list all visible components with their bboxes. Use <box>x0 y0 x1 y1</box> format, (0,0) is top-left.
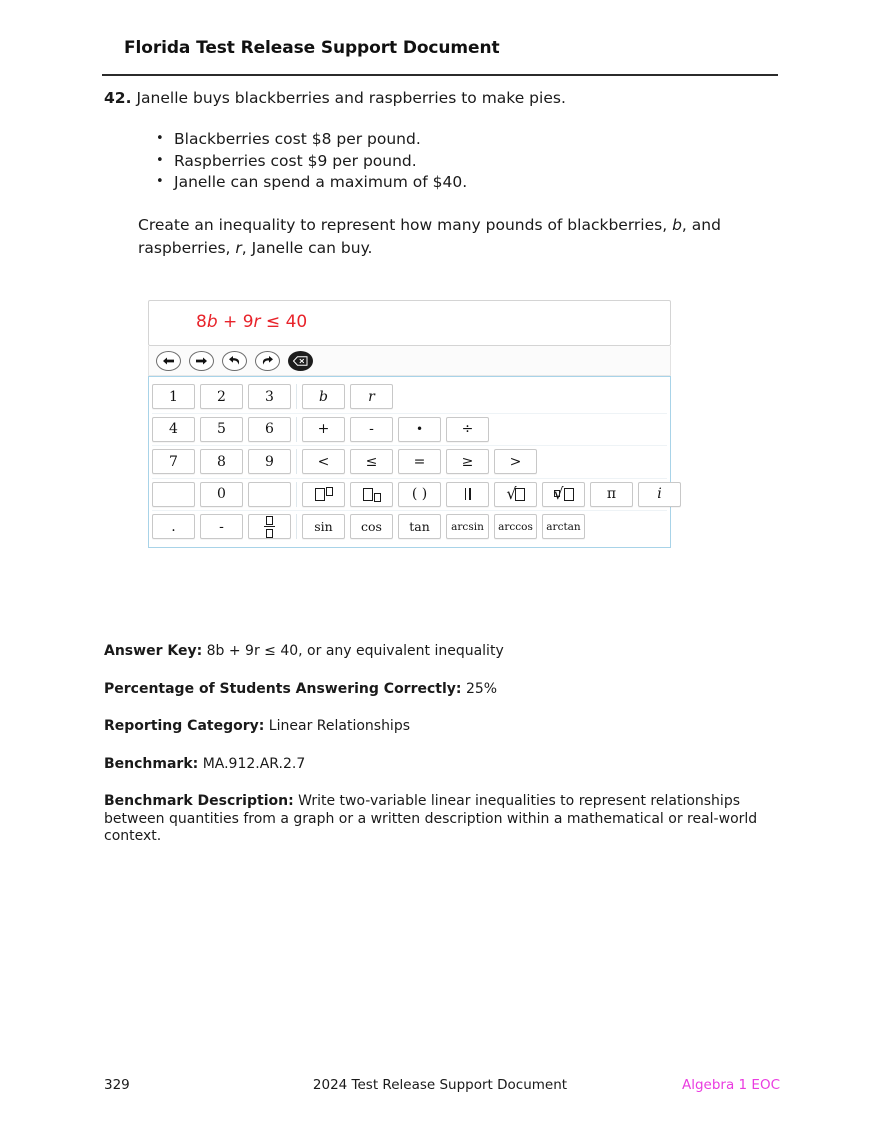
keypad-numeric-group <box>152 417 297 442</box>
question-number: 42. <box>104 89 132 107</box>
key-tan[interactable] <box>398 514 441 539</box>
key-decimal-point[interactable]: . <box>152 514 195 539</box>
question-prompt <box>138 214 768 260</box>
keypad-operator-group <box>297 384 393 409</box>
absolute-value-icon <box>465 488 471 500</box>
key-minus[interactable]: - <box>350 417 393 442</box>
answer-key-label: Answer Key: <box>104 643 203 659</box>
nth-root-icon: √ <box>553 486 573 502</box>
key-label: b <box>319 388 328 405</box>
answer-input-box[interactable] <box>148 300 671 346</box>
key-label: sin <box>314 519 333 535</box>
keypad-row <box>152 446 667 479</box>
prompt-text-b: , <box>681 216 687 234</box>
key-fraction[interactable] <box>248 514 291 539</box>
benchmark-description-value: Write two-variable linear inequalities to represent relationships between quantities from a graph or a written description within a mathematical or real-world context. <box>104 793 758 844</box>
key-square-root[interactable] <box>494 482 537 507</box>
page-footer <box>0 1077 880 1097</box>
key-label: arccos <box>498 520 533 533</box>
key-greater-than-or-equal[interactable]: ≥ <box>446 449 489 474</box>
keypad-numeric-group <box>152 449 297 474</box>
key-divide[interactable]: ÷ <box>446 417 489 442</box>
key-multiply[interactable] <box>398 417 441 442</box>
keypad-row <box>152 381 667 414</box>
answer-relation-operator: ≤ <box>260 312 286 332</box>
question-stem <box>104 86 784 110</box>
percentage-line <box>104 681 784 699</box>
backspace-icon[interactable] <box>288 351 313 371</box>
square-root-icon: √ <box>506 486 524 502</box>
key-sin[interactable] <box>302 514 345 539</box>
prompt-text-d: , Janelle can buy. <box>241 239 373 257</box>
key-less-than[interactable]: < <box>302 449 345 474</box>
key-5[interactable]: 5 <box>200 417 243 442</box>
key-4[interactable]: 4 <box>152 417 195 442</box>
key-parentheses[interactable]: ( ) <box>398 482 441 507</box>
percentage-label: Percentage of Students Answering Correctly: <box>104 680 462 697</box>
key-equals[interactable]: = <box>398 449 441 474</box>
key-arctan[interactable] <box>542 514 585 539</box>
key-7[interactable]: 7 <box>152 449 195 474</box>
footer-center-text: 2024 Test Release Support Document <box>312 1077 568 1093</box>
key-negative-sign[interactable]: - <box>200 514 243 539</box>
prompt-variable-r: r <box>235 239 242 257</box>
reporting-category-value: Linear Relationships <box>264 718 411 734</box>
answer-coefficient-1: 8 <box>196 312 207 332</box>
key-label: cos <box>361 519 382 535</box>
answer-key-line <box>104 643 784 661</box>
equation-editor-toolbar <box>148 346 671 376</box>
question-bullet-list <box>150 129 750 194</box>
keypad-row <box>152 479 667 512</box>
cursor-right-icon[interactable] <box>189 351 214 371</box>
key-exponent[interactable] <box>302 482 345 507</box>
answer-expression <box>196 312 307 332</box>
key-nth-root[interactable] <box>542 482 585 507</box>
cursor-left-icon[interactable] <box>156 351 181 371</box>
key-label: • <box>415 422 424 437</box>
keypad-numeric-group <box>152 384 297 409</box>
percentage-value: 25% <box>461 680 498 697</box>
answer-constant: 40 <box>285 312 308 332</box>
keypad-row <box>152 414 667 447</box>
key-greater-than[interactable]: > <box>494 449 537 474</box>
reporting-category-label: Reporting Category: <box>104 718 265 734</box>
answer-variable-r: r <box>253 312 261 332</box>
superscript-icon <box>315 488 333 501</box>
key-3[interactable]: 3 <box>248 384 291 409</box>
math-keypad <box>148 376 671 548</box>
question-stem-text: Janelle buys blackberries and raspberries to make pies. <box>136 89 566 107</box>
key-less-than-or-equal[interactable]: ≤ <box>350 449 393 474</box>
key-8[interactable]: 8 <box>200 449 243 474</box>
list-item: • Janelle can spend a maximum of $40. <box>150 172 750 194</box>
equation-editor <box>148 300 671 548</box>
undo-icon[interactable] <box>222 351 247 371</box>
keypad-operator-group <box>297 482 681 507</box>
benchmark-description-line <box>104 793 784 846</box>
keypad-numeric-group <box>152 514 297 539</box>
benchmark-line <box>104 756 784 774</box>
key-subscript[interactable] <box>350 482 393 507</box>
key-pi[interactable]: π <box>590 482 633 507</box>
keypad-numeric-group <box>152 482 297 507</box>
list-item: • Raspberries cost $9 per pound. <box>150 151 750 173</box>
keypad-operator-group <box>297 514 585 539</box>
answer-key-value: 8b + 9r ≤ 40, or any equivalent inequality <box>202 643 504 659</box>
key-variable-b[interactable] <box>302 384 345 409</box>
list-item: • Blackberries cost $8 per pound. <box>150 129 750 151</box>
key-0[interactable]: 0 <box>200 482 243 507</box>
answer-plus-operator: + <box>217 312 243 332</box>
prompt-variable-b: b <box>672 216 682 234</box>
benchmark-description-label: Benchmark Description: <box>104 793 294 809</box>
key-arccos[interactable] <box>494 514 537 539</box>
header-divider <box>102 74 778 76</box>
item-metadata <box>104 643 784 866</box>
key-label: i <box>657 486 662 503</box>
prompt-text-a: Create an inequality to represent how many pounds of blackberries, <box>138 216 673 234</box>
key-label: arctan <box>546 520 581 533</box>
key-label: tan <box>409 519 430 535</box>
answer-coefficient-2: 9 <box>242 312 254 332</box>
key-variable-r[interactable] <box>350 384 393 409</box>
benchmark-label: Benchmark: <box>104 755 199 772</box>
page-title: Florida Test Release Support Document <box>124 38 500 58</box>
key-1[interactable]: 1 <box>152 384 195 409</box>
key-9[interactable]: 9 <box>248 449 291 474</box>
key-blank-right <box>248 482 291 507</box>
key-label: arcsin <box>451 520 484 533</box>
key-imaginary-unit[interactable] <box>638 482 681 507</box>
footer-subject-label: Algebra 1 EOC <box>681 1077 780 1093</box>
footer-page-number: 329 <box>104 1077 130 1093</box>
reporting-category-line <box>104 718 784 736</box>
keypad-operator-group <box>297 417 489 442</box>
redo-icon[interactable] <box>255 351 280 371</box>
answer-variable-b: b <box>206 312 218 332</box>
key-absolute-value[interactable] <box>446 482 489 507</box>
key-label: r <box>368 388 375 405</box>
keypad-row <box>152 511 667 543</box>
subscript-icon <box>363 488 381 501</box>
key-cos[interactable] <box>350 514 393 539</box>
fraction-icon <box>264 516 275 538</box>
key-plus[interactable]: + <box>302 417 345 442</box>
key-blank-left <box>152 482 195 507</box>
key-6[interactable]: 6 <box>248 417 291 442</box>
key-2[interactable]: 2 <box>200 384 243 409</box>
key-arcsin[interactable] <box>446 514 489 539</box>
keypad-operator-group <box>297 449 537 474</box>
prompt-text-c: and raspberries, <box>138 216 721 257</box>
benchmark-value: MA.912.AR.2.7 <box>198 755 306 772</box>
